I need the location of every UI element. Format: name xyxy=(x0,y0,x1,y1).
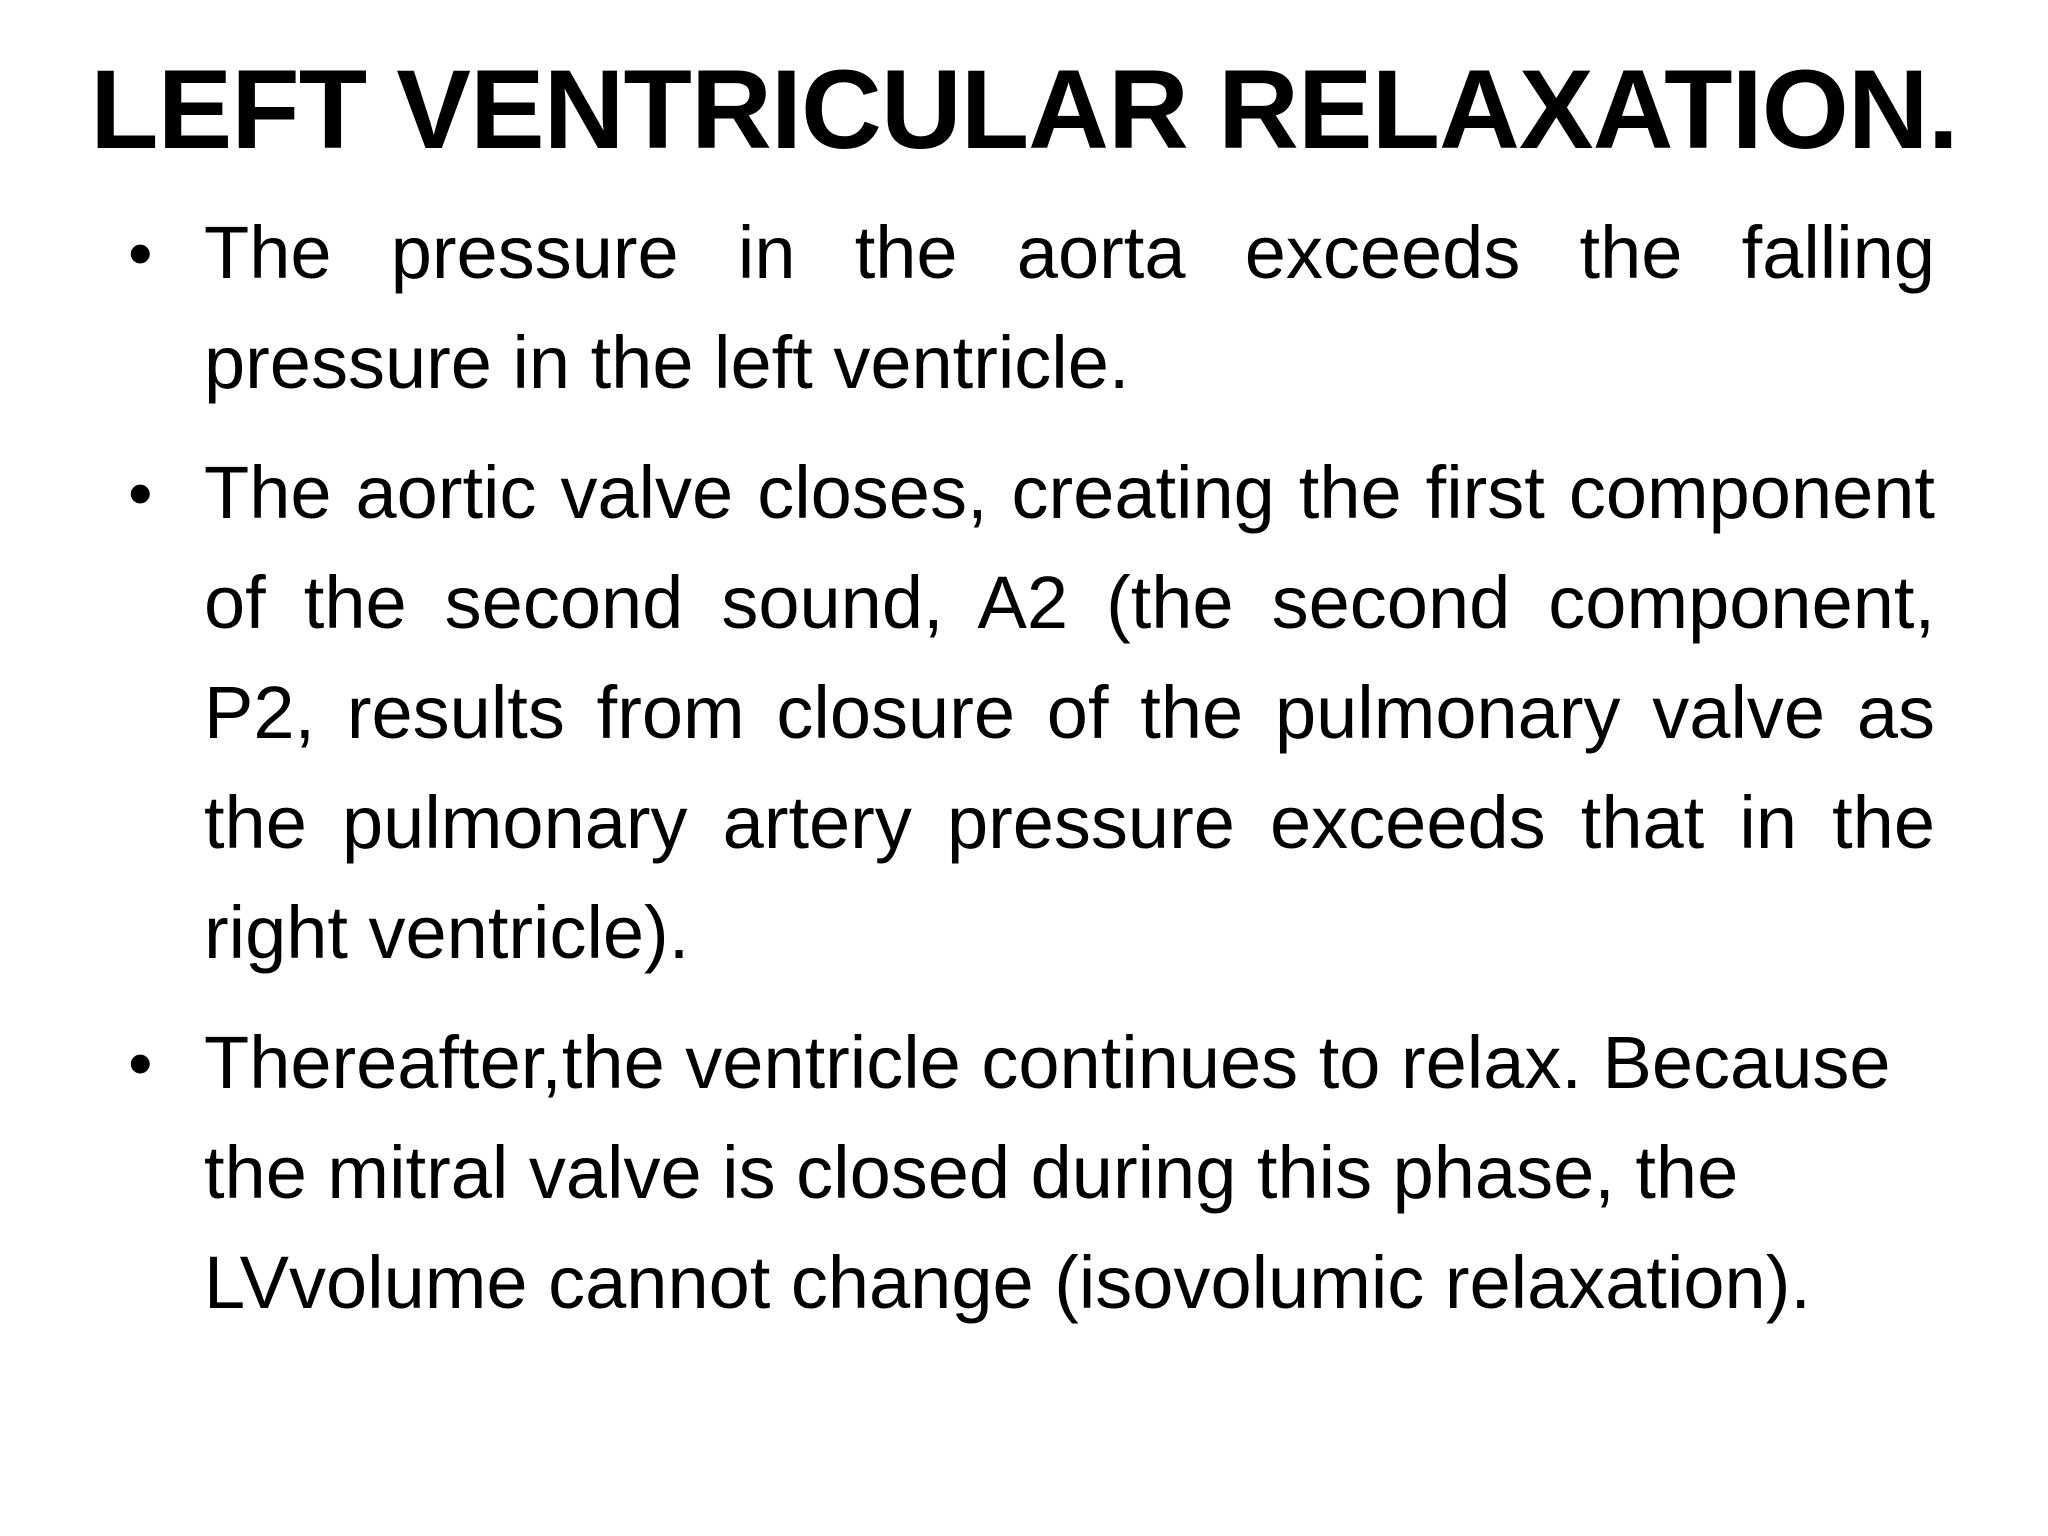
bullet-icon: • xyxy=(128,1024,153,1102)
bullet-text: Thereafter,the ventricle continues to relax. Because the mitral valve is closed during this phase, the LVvolume cannot change (isovolumic relaxation). xyxy=(204,1021,1891,1324)
bullet-list xyxy=(120,198,1935,1358)
bullet-item xyxy=(120,438,1935,988)
bullet-item xyxy=(120,198,1935,418)
bullet-item xyxy=(120,1008,1935,1338)
bullet-icon: • xyxy=(128,454,153,532)
bullet-text: The pressure in the aorta exceeds the falling pressure in the left ventricle. xyxy=(204,211,1935,404)
bullet-icon: • xyxy=(128,214,153,292)
slide-title: LEFT VENTRICULAR RELAXATION. xyxy=(90,47,1958,172)
bullet-text: The aortic valve closes, creating the first component of the second sound, A2 (the second component, P2, results from closure of the pulmonary valve as the pulmonary artery pressure exceeds that in the right ventricle). xyxy=(204,451,1935,974)
